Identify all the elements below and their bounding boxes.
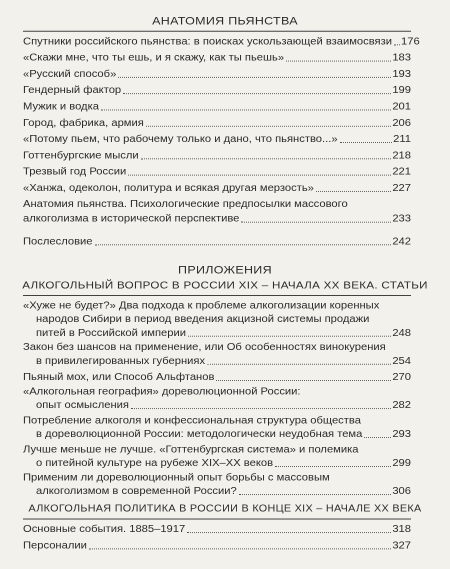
page-number: 318 xyxy=(392,523,411,535)
page-number: 242 xyxy=(392,236,411,248)
section-divider xyxy=(23,31,411,32)
section-subheading: АЛКОГОЛЬНЫЙ ВОПРОС В РОССИИ XIX – НАЧАЛА XX ВЕКА. СТАТЬИ xyxy=(22,279,428,292)
page-number: 233 xyxy=(392,213,411,225)
toc-entry: «Ханжа, одеколон, политура и всякая другая мерзость» 227 xyxy=(23,182,411,194)
page-number: 176 xyxy=(401,36,420,48)
toc-entry: Спутники российского пьянства: в поисках ускользающей взаимосвязи 176 xyxy=(23,36,420,48)
section-divider xyxy=(23,519,411,520)
toc-entry: Мужик и водка 201 xyxy=(23,101,411,113)
page-number: 248 xyxy=(392,327,411,339)
page-number: 201 xyxy=(392,101,411,113)
page-number: 218 xyxy=(392,150,411,162)
toc-entry: Трезвый год России 221 xyxy=(23,166,411,178)
page-number: 183 xyxy=(392,52,411,64)
toc-entry: «Потому пьем, что рабочему только и дано, что пьянство...» 211 xyxy=(23,133,411,145)
toc-entry: Послесловие 242 xyxy=(23,236,411,248)
page-number: 193 xyxy=(392,68,411,80)
toc-entry: Пьяный мох, или Способ Альфтанов 270 xyxy=(23,371,411,383)
page-number: 221 xyxy=(392,166,411,178)
page-number: 199 xyxy=(392,85,411,96)
page-number: 299 xyxy=(392,457,411,469)
toc-entry: Готтенбургские мысли 218 xyxy=(23,150,411,162)
toc-entry: «Алкогольная география» дореволюционной России: опыт осмысления 282 xyxy=(23,386,411,411)
section-divider xyxy=(23,295,411,296)
toc-entry: «Хуже не будет?» Два подхода к проблеме алкоголизации коренных народов Сибири в период введения акцизной системы продажи питей в Российской империи 248 xyxy=(23,300,411,339)
toc-entry: Анатомия пьянства. Психологические предпосылки массового алкоголизма в исторической перспективе 233 xyxy=(23,199,411,225)
page-number: 306 xyxy=(392,485,411,497)
page-number: 254 xyxy=(392,355,411,367)
toc-entry: Закон без шансов на применение, или Об особенностях винокурения в привилегированных губерниях 254 xyxy=(23,342,411,367)
toc-entry: алкоголизмом в современной России? 306 xyxy=(36,485,411,497)
toc-entry: «Русский способ» 193 xyxy=(23,68,411,80)
section-heading-policy: АЛКОГОЛЬНАЯ ПОЛИТИКА В РОССИИ В КОНЦЕ XIX – НАЧАЛЕ XX ВЕКА xyxy=(28,503,422,515)
toc-entry: «Скажи мне, что ты ешь, и я скажу, как ты пьешь» 183 xyxy=(23,52,411,64)
toc-entry: Гендерный фактор 199 xyxy=(23,85,411,96)
section-heading-appendices: ПРИЛОЖЕНИЯ xyxy=(178,263,272,277)
toc-entry: Основные события. 1885–1917 318 xyxy=(23,523,411,535)
page-number: 211 xyxy=(393,133,411,145)
toc-entry: Лучше меньше не лучше. «Готтенбургская система» и полемика о питейной культуре на рубеже XIX–XX веков 299 xyxy=(23,444,411,469)
page-number: 227 xyxy=(392,182,411,194)
toc-entry: Город, фабрика, армия 206 xyxy=(23,117,411,129)
section-heading-anatomy: АНАТОМИЯ ПЬЯНСТВА xyxy=(152,14,298,28)
toc-entry: Потребление алкоголя и конфессиональная структура общества в дореволюционной России: методологически неудобная тема 293 xyxy=(23,415,411,440)
page-number: 293 xyxy=(392,428,411,440)
page-number: 270 xyxy=(392,371,411,383)
page-number: 206 xyxy=(392,117,411,129)
toc-entry: Применим ли дореволюционный опыт борьбы с массовым xyxy=(23,472,330,484)
toc-entry: Персоналии 327 xyxy=(23,540,411,552)
page-number: 327 xyxy=(392,540,411,552)
page-number: 282 xyxy=(392,400,411,411)
